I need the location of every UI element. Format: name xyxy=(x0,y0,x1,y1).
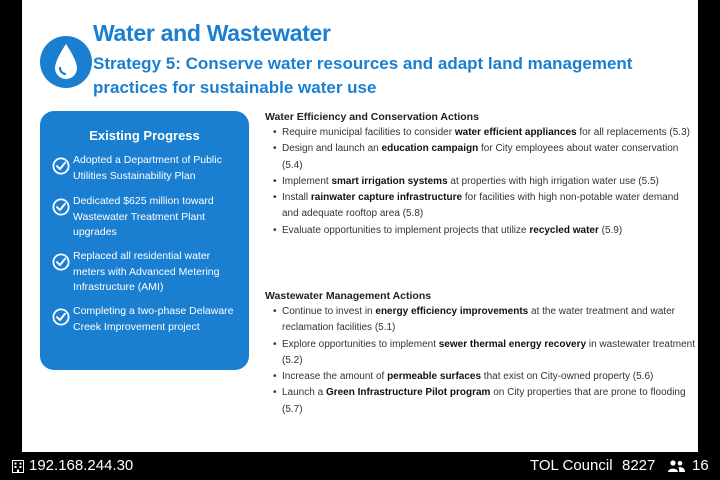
slide-title: Water and Wastewater xyxy=(93,20,331,46)
progress-item-text: Dedicated $625 million toward Wastewater Treatment Plant upgrades xyxy=(73,195,214,238)
check-circle-icon xyxy=(52,198,70,216)
wastewater-management-section xyxy=(265,288,695,418)
progress-item-text: Completing a two-phase Delaware Creek Improvement project xyxy=(73,305,234,333)
action-item: • Launch a Green Infrastructure Pilot program on City properties that are prone to flooding (5.7) xyxy=(273,387,686,415)
action-item: • Explore opportunities to implement sewer thermal energy recovery in wastewater treatment (5.2) xyxy=(273,338,695,366)
progress-item-text: Adopted a Department of Public Utilities Sustainability Plan xyxy=(73,154,222,182)
existing-progress-title: Existing Progress xyxy=(89,128,200,143)
water-drop-icon xyxy=(53,43,79,81)
action-item: • Implement smart irrigation systems at properties with high irrigation water use (5.5) xyxy=(273,175,659,187)
action-item: • Require municipal facilities to consider water efficient appliances for all replacements (5.3) xyxy=(273,127,690,138)
ip-address: 192.168.244.30 xyxy=(29,457,134,474)
users-icon xyxy=(668,460,685,472)
existing-progress-panel xyxy=(40,111,249,370)
section-heading: Wastewater Management Actions xyxy=(265,290,432,302)
action-item: • Design and launch an education campaign for City employees about water conservation (5.4) xyxy=(273,143,679,171)
meeting-id: 8227 xyxy=(622,457,656,474)
check-circle-icon xyxy=(52,253,70,271)
check-circle-icon xyxy=(52,157,70,175)
council-name: TOL Council xyxy=(530,457,613,474)
action-list xyxy=(265,125,695,239)
participant-count: 16 xyxy=(692,457,709,474)
building-icon xyxy=(12,460,24,473)
action-item: • Evaluate opportunities to implement projects that utilize recycled water (5.9) xyxy=(273,224,623,236)
status-bar xyxy=(0,452,720,480)
action-list xyxy=(265,304,695,418)
slide-subtitle: Strategy 5: Conserve water resources and adapt land management practices for sustainable water use xyxy=(93,54,633,97)
section-heading: Water Efficiency and Conservation Actions xyxy=(265,111,479,123)
check-circle-icon xyxy=(52,308,70,326)
presentation-slide xyxy=(22,0,698,452)
water-drop-badge xyxy=(40,36,92,88)
action-item: • Increase the amount of permeable surfaces that exist on City-owned property (5.6) xyxy=(273,371,654,383)
action-item: • Install rainwater capture infrastructure for facilities with high non-potable water demand and adequate rooftop area (5.8) xyxy=(273,192,679,220)
action-item: • Continue to invest in energy efficiency improvements at the water treatment and water reclamation facilities (5.1) xyxy=(273,306,675,334)
water-efficiency-section xyxy=(265,109,695,239)
progress-item-text: Replaced all residential water meters with Advanced Metering Infrastructure (AMI) xyxy=(73,250,220,293)
